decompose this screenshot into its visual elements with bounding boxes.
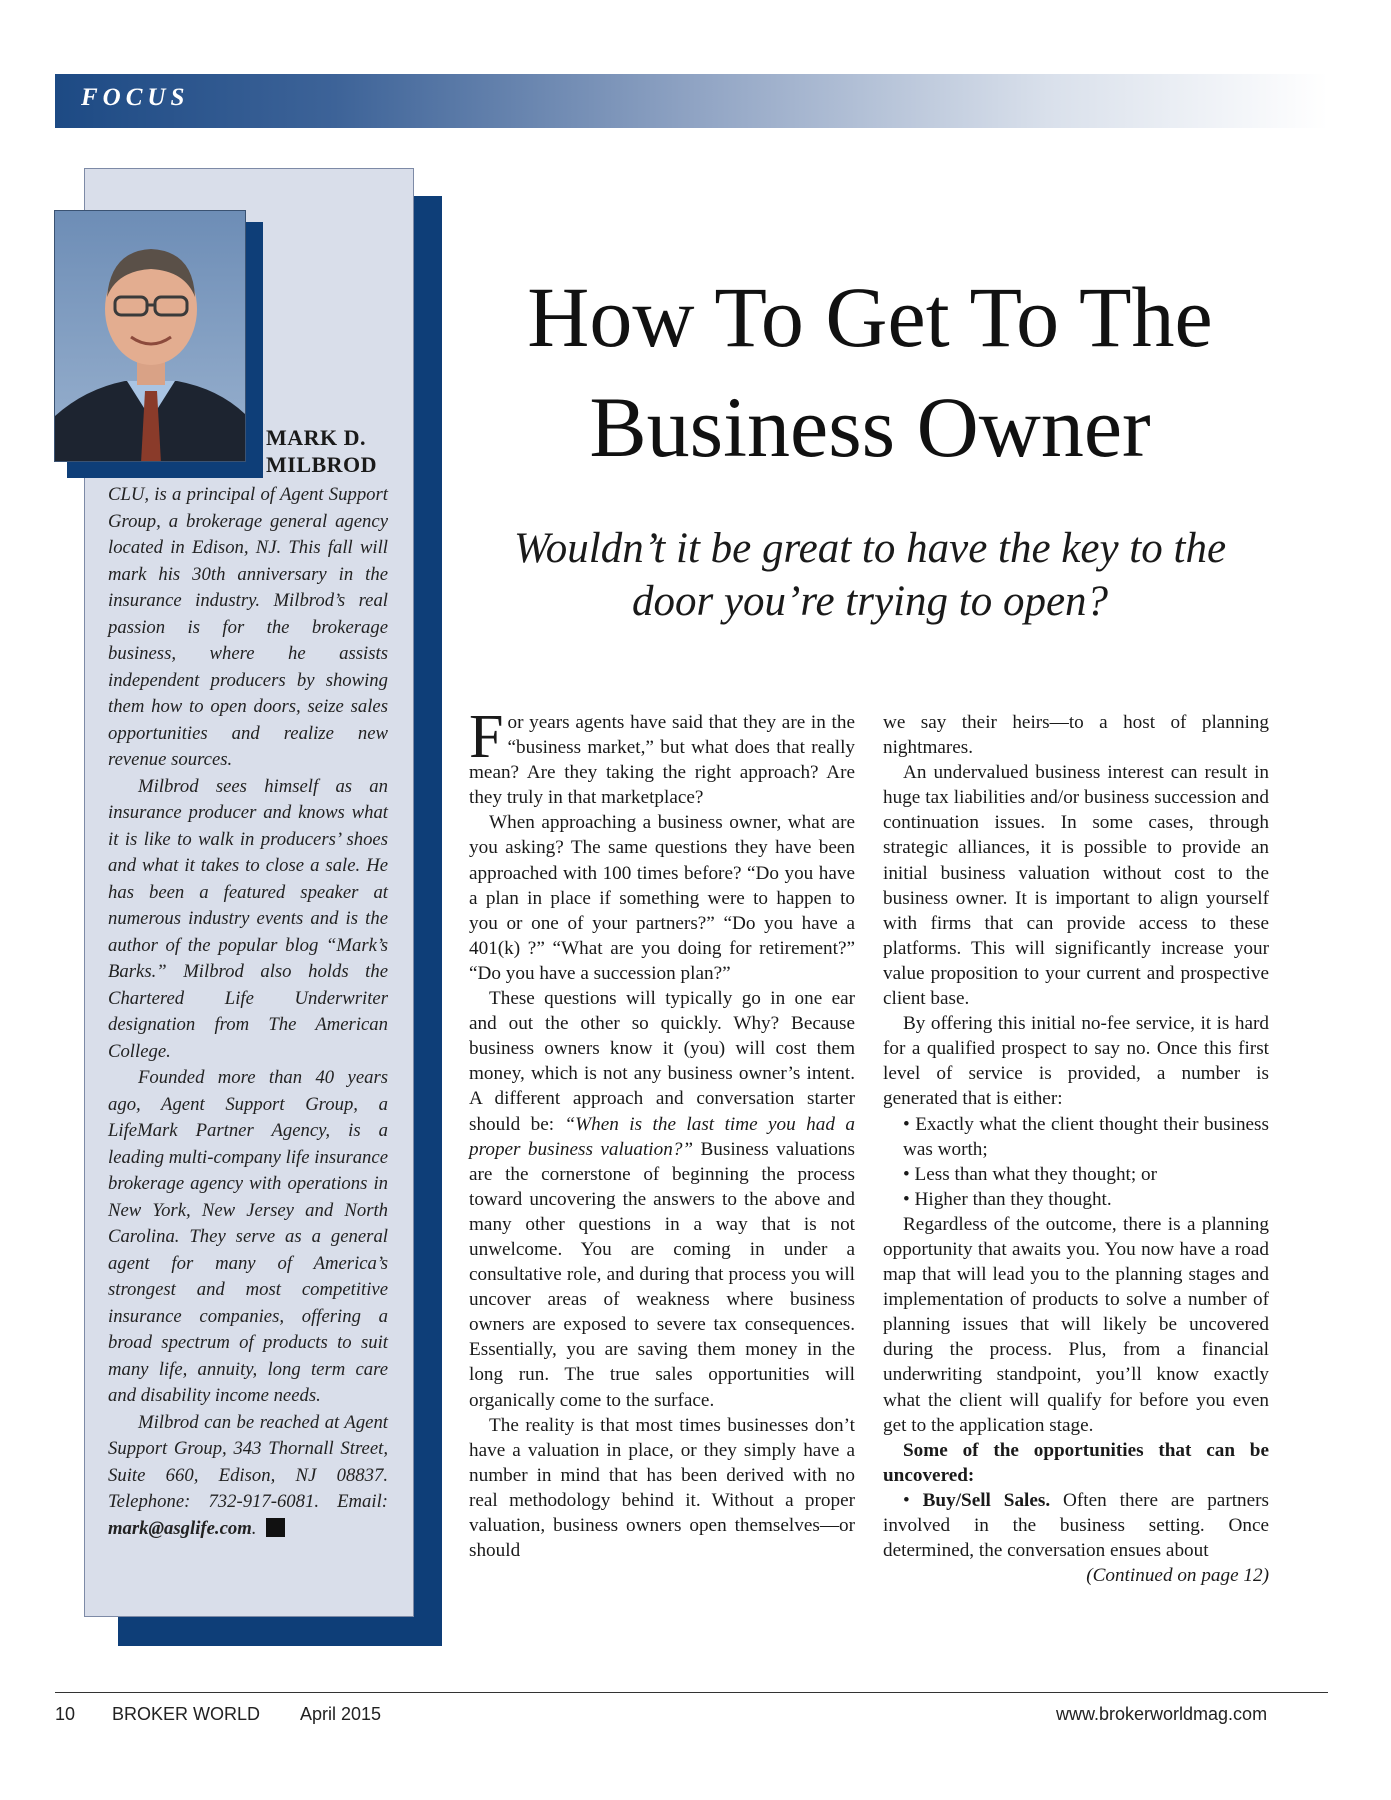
article-paragraph [469,703,855,810]
footer-page-number: 10 [55,1704,76,1724]
article-column-2 [883,710,1269,1588]
article-paragraph: By offering this initial no-fee service, it is hard for a qualified prospect to say no. Once this first level of service is provided, a number is generated that is either: [883,1013,1269,1110]
bullet-label: Buy/Sell Sales. [922,1489,1051,1511]
author-email: mark@asglife.com [108,1517,252,1539]
opportunities-heading [883,1438,1269,1488]
article-paragraph: Regardless of the outcome, there is a planning opportunity that awaits you. You now have a road map that will lead you to the planning stages and implementation of products to solve a number of planning issues that will likely be uncovered during the process. Plus, from a financial underwriting standpoint, you’ll know exactly what the client will qualify for before you even get to the application stage. [883,1213,1269,1436]
article-subtitle: Wouldn’t it be great to have the key to the door you’re trying to open? [513,525,1227,625]
bio-paragraph: Founded more than 40 years ago, Agent Support Group, a LifeMark Partner Agency, is a leading multi-company life insurance brokerage agency with operations in New York, New Jersey and North Carolina. They serve as a general agent for many of America’s strongest and most competitive insurance companies, offering a broad spectrum of products to suit many life, annuity, long term care and disability income needs. [108,1067,388,1406]
paragraph-text: Business valuations are the cornerstone of beginning the process toward uncovering the answers to the above and many other questions in a way that is not unwelcome. You are coming in under a consultative role, and during that process you will uncover areas of weakness where business owners are exposed to severe tax consequences. Essentially, you are saving them money in the long run. The true sales opportunities will organically come to the surface. [469,1138,855,1411]
drop-cap: F [469,703,504,771]
end-mark-icon [266,1518,285,1537]
bullet-text: Higher than they thought. [914,1188,1112,1210]
article-paragraph: we say their heirs—to a host of planning nightmares. [883,712,1269,759]
article-paragraph: An undervalued business interest can result in huge tax liabilities and/or business succession and continuation issues. In some cases, through strategic alliances, it is possible to provide an initial business valuation without cost to the business owner. It is important to align yourself with firms that can provide access to these platforms. This will significantly increase your value proposition to your current and prospective client base. [883,762,1269,1010]
bullet-item: • Higher than they thought. [903,1188,1112,1210]
footer-issue-date: April 2015 [300,1704,382,1724]
bullet-text: Exactly what the client thought their business was worth; [903,1113,1269,1160]
section-header-band [55,74,1328,128]
article-paragraph [469,986,855,1413]
footer-rule [55,1692,1328,1693]
author-bio [108,482,388,1542]
bullet-paragraph: • Buy/Sell Sales. Often there are partners involved in the business setting. Once determined, the conversation ensues about [883,1489,1270,1562]
paragraph-text: Often there are partners involved in the business setting. Once determined, the conversation ensues about [883,1489,1270,1562]
bullet-text: Less than what they thought; or [914,1163,1157,1185]
bio-contact: Milbrod can be reached at Agent Support Group, 343 Thornall Street, Suite 660, Edison, NJ 08837. Telephone: 732-917-6081. Email: mark@asglife.com. [108,1411,388,1539]
continued-notice: (Continued on page 12) [1086,1565,1269,1587]
subheading-text: Some of the opportunities that can be uncovered: [883,1439,1269,1486]
article-paragraph: The reality is that most times businesses don’t have a valuation in place, or they simply have a number in mind that has been derived with no real methodology behind it. Without a proper valuation, business owners open themselves—or should [469,1414,855,1562]
article-column-1 [469,703,855,1563]
bullet-item: • Less than what they thought; or [903,1163,1157,1185]
section-label: FOCUS [81,84,190,111]
article-paragraph: When approaching a business owner, what are you asking? The same questions they have been approached with 100 times before? “Do you have a plan in place if something were to happen to you or one of your partners?” “Do you have a 401(k) ?” “What are you doing for retirement?” “Do you have a succession plan?” [469,812,855,984]
highlighted-question: “When is the last time you had a proper business valuation?” [469,1113,855,1160]
author-name: MARK D. MILBROD [266,425,378,477]
article-title: How To Get To The Business Owner [527,269,1213,475]
bio-paragraph: Milbrod sees himself as an insurance producer and knows what it is like to walk in producers’ shoes and what it takes to close a sale. He has been a featured speaker at numerous industry events and is the author of the popular blog “Mark’s Barks.” Milbrod also holds the Chartered Life Underwriter designation from The American College. [108,775,388,1062]
paragraph-text: These questions will typically go in one ear and out the other so quickly. Why? Because business owners know it (you) will cost them money, which is not any business owner’s intent. A different approach and conversation starter should be: [469,988,855,1135]
bullet-item: • Exactly what the client thought their business was worth; [903,1113,1269,1160]
author-photo [54,210,246,462]
paragraph-text: or years agents have said that they are in the “business market,” but what does that really mean? Are they taking the right approach? Are they truly in that marketplace? [469,712,855,809]
bio-contact-text: Milbrod can be reached at Agent Support Group, 343 Thornall Street, Suite 660, Edison, NJ 08837. Telephone: 732-917-6081. Email: [108,1411,388,1512]
footer-website: www.brokerworldmag.com [1056,1704,1268,1724]
footer-publication: BROKER WORLD [112,1704,261,1724]
bio-paragraph: CLU, is a principal of Agent Support Group, a brokerage general agency located in Edison, NJ. This fall will mark his 30th anniversary in the insurance industry. Milbrod’s real passion is for the brokerage business, where he assists independent producers by showing them how to open doors, seize sales opportunities and realize new revenue sources. [108,484,388,770]
author-portrait-image [55,211,246,462]
